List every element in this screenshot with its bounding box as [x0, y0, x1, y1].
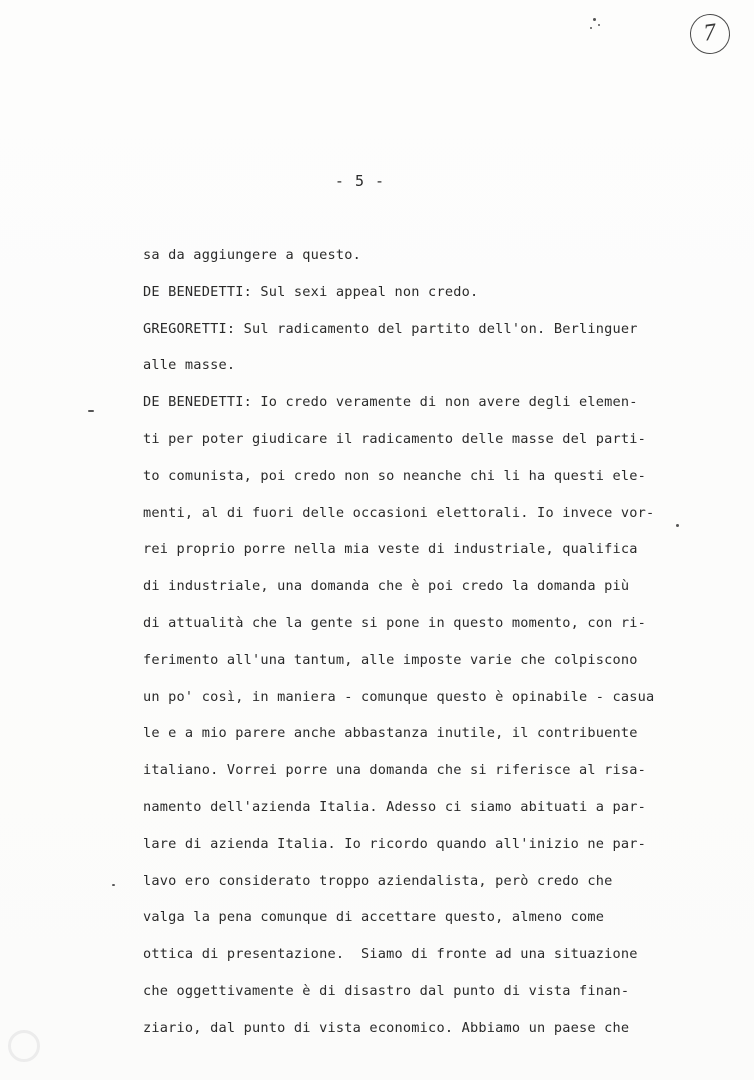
text-line: DE BENEDETTI: Sul sexi appeal non credo.: [143, 283, 479, 300]
text-line: ferimento all'una tantum, alle imposte varie che colpiscono: [143, 651, 638, 668]
ink-speck: [598, 24, 600, 26]
text-line: valga la pena comunque di accettare questo, almeno come: [143, 909, 605, 926]
text-line: namento dell'azienda Italia. Adesso ci siamo abituati a par-: [143, 798, 647, 815]
ink-speck: [590, 27, 592, 29]
text-line: GREGORETTI: Sul radicamento del partito dell'on. Berlinguer: [143, 320, 638, 337]
ink-speck: [593, 18, 596, 21]
text-line: le e a mio parere anche abbastanza inutile, il contribuente: [143, 725, 638, 742]
text-line: che oggettivamente è di disastro dal punto di vista finan-: [143, 982, 630, 999]
text-line: lare di azienda Italia. Io ricordo quando all'inizio ne par-: [143, 835, 647, 852]
text-line: italiano. Vorrei porre una domanda che si riferisce al risa-: [143, 762, 647, 779]
text-line: menti, al di fuori delle occasioni elettorali. Io invece vor-: [143, 504, 655, 521]
text-line: di industriale, una domanda che è poi credo la domanda più: [143, 578, 630, 595]
page-number: - 5 -: [334, 172, 386, 190]
text-line: ottica di presentazione. Siamo di fronte ad una situazione: [143, 946, 638, 963]
text-line: ziario, dal punto di vista economico. Abbiamo un paese che: [143, 1019, 630, 1036]
text-line: rei proprio porre nella mia veste di industriale, qualifica: [143, 541, 638, 558]
ink-speck: [112, 884, 115, 886]
text-line: un po' così, in maniera - comunque questo è opinabile - casua: [143, 688, 655, 705]
text-line: sa da aggiungere a questo.: [143, 247, 361, 263]
ink-speck: [88, 410, 94, 412]
handwritten-page-mark: 7: [687, 11, 732, 56]
text-line: lavo ero considerato troppo aziendalista, però credo che: [143, 872, 613, 889]
watermark-seal: [8, 1030, 40, 1062]
text-line: ti per poter giudicare il radicamento delle masse del parti-: [143, 430, 647, 447]
typewritten-body: [143, 243, 703, 1053]
text-line: DE BENEDETTI: Io credo veramente di non avere degli elemen-: [143, 394, 638, 411]
text-line: to comunista, poi credo non so neanche chi li ha questi ele-: [143, 467, 647, 484]
text-line: alle masse.: [143, 357, 236, 374]
text-line: di attualità che la gente si pone in questo momento, con ri-: [143, 614, 647, 631]
